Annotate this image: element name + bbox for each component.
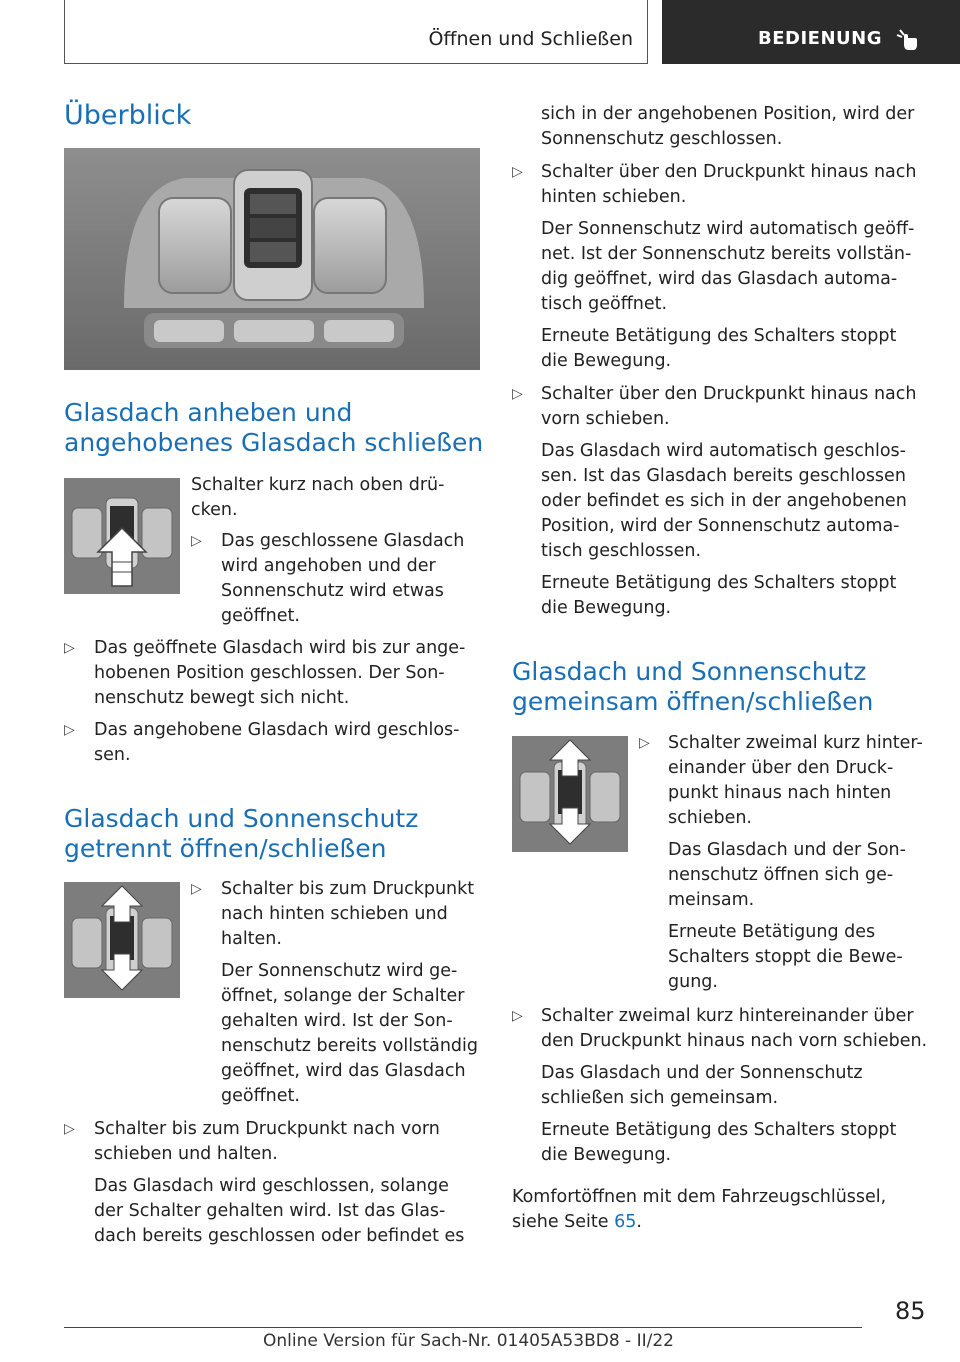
r-bullet4 xyxy=(541,1004,927,1168)
bullet-icon: ▷ xyxy=(512,386,523,402)
header-chapter-title: BEDIENUNG xyxy=(758,28,882,49)
s1-b1-line1: Das geschlossene Glasdach xyxy=(221,531,465,551)
s1-b2-line1: Das geöffnete Glasdach wird bis zur ange- xyxy=(94,638,466,658)
s2-b1-p-line2: öffnet, solange der Schalter xyxy=(221,986,465,1006)
ref-suffix: . xyxy=(636,1212,642,1232)
s1-b1-line3: Sonnenschutz wird etwas xyxy=(221,581,444,601)
s1-b2-line2: hobenen Position geschlossen. Der Son- xyxy=(94,663,445,683)
reference-paragraph xyxy=(512,1185,886,1235)
s2-b2-p-line3: dach bereits geschlossen oder befindet es xyxy=(94,1226,465,1246)
section3-title-line1: Glasdach und Sonnenschutz xyxy=(512,657,867,686)
r-b3-p1-line2: nenschutz öffnen sich ge- xyxy=(668,865,894,885)
r-b2-p1-line2: sen. Ist das Glasdach bereits geschlossen xyxy=(541,466,906,486)
s2-b2-line1: Schalter bis zum Druckpunkt nach vorn xyxy=(94,1119,440,1139)
section1-title-line1: Glasdach anheben und xyxy=(64,398,353,427)
ref-line1: Komfortöffnen mit dem Fahrzeugschlüssel, xyxy=(512,1187,887,1207)
continued-text xyxy=(541,102,914,152)
bullet-icon: ▷ xyxy=(64,640,75,656)
r-bullet3 xyxy=(668,731,923,995)
r-b3-line2: einander über den Druck- xyxy=(668,758,894,778)
section1-title xyxy=(64,398,483,458)
section1-intro xyxy=(191,473,444,523)
r-b3-line1: Schalter zweimal kurz hinter- xyxy=(668,733,923,753)
footer-divider xyxy=(64,1327,862,1328)
overview-image xyxy=(64,148,480,370)
cont-line1: sich in der angehobenen Position, wird der xyxy=(541,104,915,124)
section1-intro-line2: cken. xyxy=(191,500,238,520)
cont-line2: Sonnenschutz geschlossen. xyxy=(541,129,783,149)
s2-b1-p-line1: Der Sonnenschutz wird ge- xyxy=(221,961,458,981)
r-b2-p1-line5: tisch geschlossen. xyxy=(541,541,702,561)
section3-title-line2: gemeinsam öffnen/schließen xyxy=(512,687,874,716)
r-bullet2 xyxy=(541,382,916,621)
r-b1-p2-line1: Erneute Betätigung des Schalters stoppt xyxy=(541,326,897,346)
bullet-icon: ▷ xyxy=(639,735,650,751)
s2-b2-p-line2: der Schalter gehalten wird. Ist das Glas- xyxy=(94,1201,446,1221)
r-b2-p1-line3: oder befindet es sich in der angehobenen xyxy=(541,491,907,511)
r-b4-p2-line1: Erneute Betätigung des Schalters stoppt xyxy=(541,1120,897,1140)
s1-bullet2 xyxy=(94,636,465,711)
r-b3-p2-line3: gung. xyxy=(668,972,718,992)
section2-title-line1: Glasdach und Sonnenschutz xyxy=(64,804,419,833)
switch-double-image xyxy=(512,736,628,852)
r-b3-line4: schieben. xyxy=(668,808,752,828)
r-b1-line1: Schalter über den Druckpunkt hinaus nach xyxy=(541,162,917,182)
online-version-note: Online Version für Sach-Nr. 01405A53BD8 - II/22 xyxy=(263,1331,674,1351)
r-b4-p1-line2: schließen sich gemeinsam. xyxy=(541,1088,779,1108)
switch-updown-image xyxy=(64,882,180,998)
r-b4-line2: den Druckpunkt hinaus nach vorn schieben. xyxy=(541,1031,928,1051)
r-b2-p2-line1: Erneute Betätigung des Schalters stoppt xyxy=(541,573,897,593)
page-reference-link[interactable]: 65 xyxy=(614,1212,637,1232)
r-b2-p1-line1: Das Glasdach wird automatisch geschlos- xyxy=(541,441,906,461)
bullet-icon: ▷ xyxy=(512,164,523,180)
r-b3-p2-line1: Erneute Betätigung des xyxy=(668,922,876,942)
header-section-title: Öffnen und Schließen xyxy=(428,28,633,50)
s1-b1-line4: geöffnet. xyxy=(221,606,300,626)
s2-b1-p-line3: gehalten wird. Ist der Son- xyxy=(221,1011,453,1031)
s2-b1-line3: halten. xyxy=(221,929,282,949)
bullet-icon: ▷ xyxy=(191,533,202,549)
r-b1-p1-line4: tisch geöffnet. xyxy=(541,294,668,314)
r-b3-line3: punkt hinaus nach hinten xyxy=(668,783,892,803)
section2-title xyxy=(64,804,418,864)
ref-prefix: siehe Seite xyxy=(512,1212,615,1232)
r-b1-p2-line2: die Bewegung. xyxy=(541,351,672,371)
s2-bullet1 xyxy=(221,877,478,1109)
header-chapter-tab xyxy=(662,0,960,64)
r-bullet1 xyxy=(541,160,916,374)
s2-b1-p-line5: geöffnet, wird das Glasdach xyxy=(221,1061,466,1081)
r-b1-p1-line1: Der Sonnenschutz wird automatisch geöff- xyxy=(541,219,915,239)
r-b1-line2: hinten schieben. xyxy=(541,187,687,207)
r-b1-p1-line3: dig geöffnet, wird das Glasdach automa- xyxy=(541,269,898,289)
r-b2-p2-line2: die Bewegung. xyxy=(541,598,672,618)
r-b2-line1: Schalter über den Druckpunkt hinaus nach xyxy=(541,384,917,404)
r-b3-p1-line1: Das Glasdach und der Son- xyxy=(668,840,906,860)
ref-line2 xyxy=(512,1210,886,1235)
s1-b3-line1: Das angehobene Glasdach wird geschlos- xyxy=(94,720,460,740)
r-b3-p1-line3: meinsam. xyxy=(668,890,755,910)
s1-bullet1 xyxy=(221,529,464,629)
section3-title xyxy=(512,657,873,717)
bullet-icon: ▷ xyxy=(64,722,75,738)
r-b1-p1-line2: net. Ist der Sonnenschutz bereits vollstän- xyxy=(541,244,912,264)
s2-b2-line2: schieben und halten. xyxy=(94,1144,278,1164)
overview-title: Überblick xyxy=(64,100,192,131)
switch-up-image xyxy=(64,478,180,594)
section1-intro-line1: Schalter kurz nach oben drü- xyxy=(191,475,445,495)
r-b3-p2-line2: Schalters stoppt die Bewe- xyxy=(668,947,903,967)
s2-b1-line2: nach hinten schieben und xyxy=(221,904,448,924)
s1-b3-line2: sen. xyxy=(94,745,131,765)
s1-b2-line3: nenschutz bewegt sich nicht. xyxy=(94,688,350,708)
bullet-icon: ▷ xyxy=(64,1121,75,1137)
section2-title-line2: getrennt öffnen/schließen xyxy=(64,834,387,863)
r-b2-p1-line4: Position, wird der Sonnenschutz automa- xyxy=(541,516,900,536)
bullet-icon: ▷ xyxy=(512,1008,523,1024)
r-b4-p1-line1: Das Glasdach und der Sonnenschutz xyxy=(541,1063,863,1083)
s2-b1-p-line4: nenschutz bereits vollständig xyxy=(221,1036,478,1056)
page-number: 85 xyxy=(895,1297,926,1325)
s2-b2-p-line1: Das Glasdach wird geschlossen, solange xyxy=(94,1176,449,1196)
s1-b1-line2: wird angehoben und der xyxy=(221,556,436,576)
r-b4-p2-line2: die Bewegung. xyxy=(541,1145,672,1165)
s2-b1-p-line6: geöffnet. xyxy=(221,1086,300,1106)
bullet-icon: ▷ xyxy=(191,881,202,897)
touch-hand-icon xyxy=(894,26,920,52)
s1-bullet3 xyxy=(94,718,459,768)
r-b2-line2: vorn schieben. xyxy=(541,409,670,429)
header-section-tab xyxy=(64,0,648,64)
s2-b1-line1: Schalter bis zum Druckpunkt xyxy=(221,879,475,899)
s2-bullet2 xyxy=(94,1117,464,1249)
section1-title-line2: angehobenes Glasdach schließen xyxy=(64,428,484,457)
r-b4-line1: Schalter zweimal kurz hintereinander über xyxy=(541,1006,914,1026)
